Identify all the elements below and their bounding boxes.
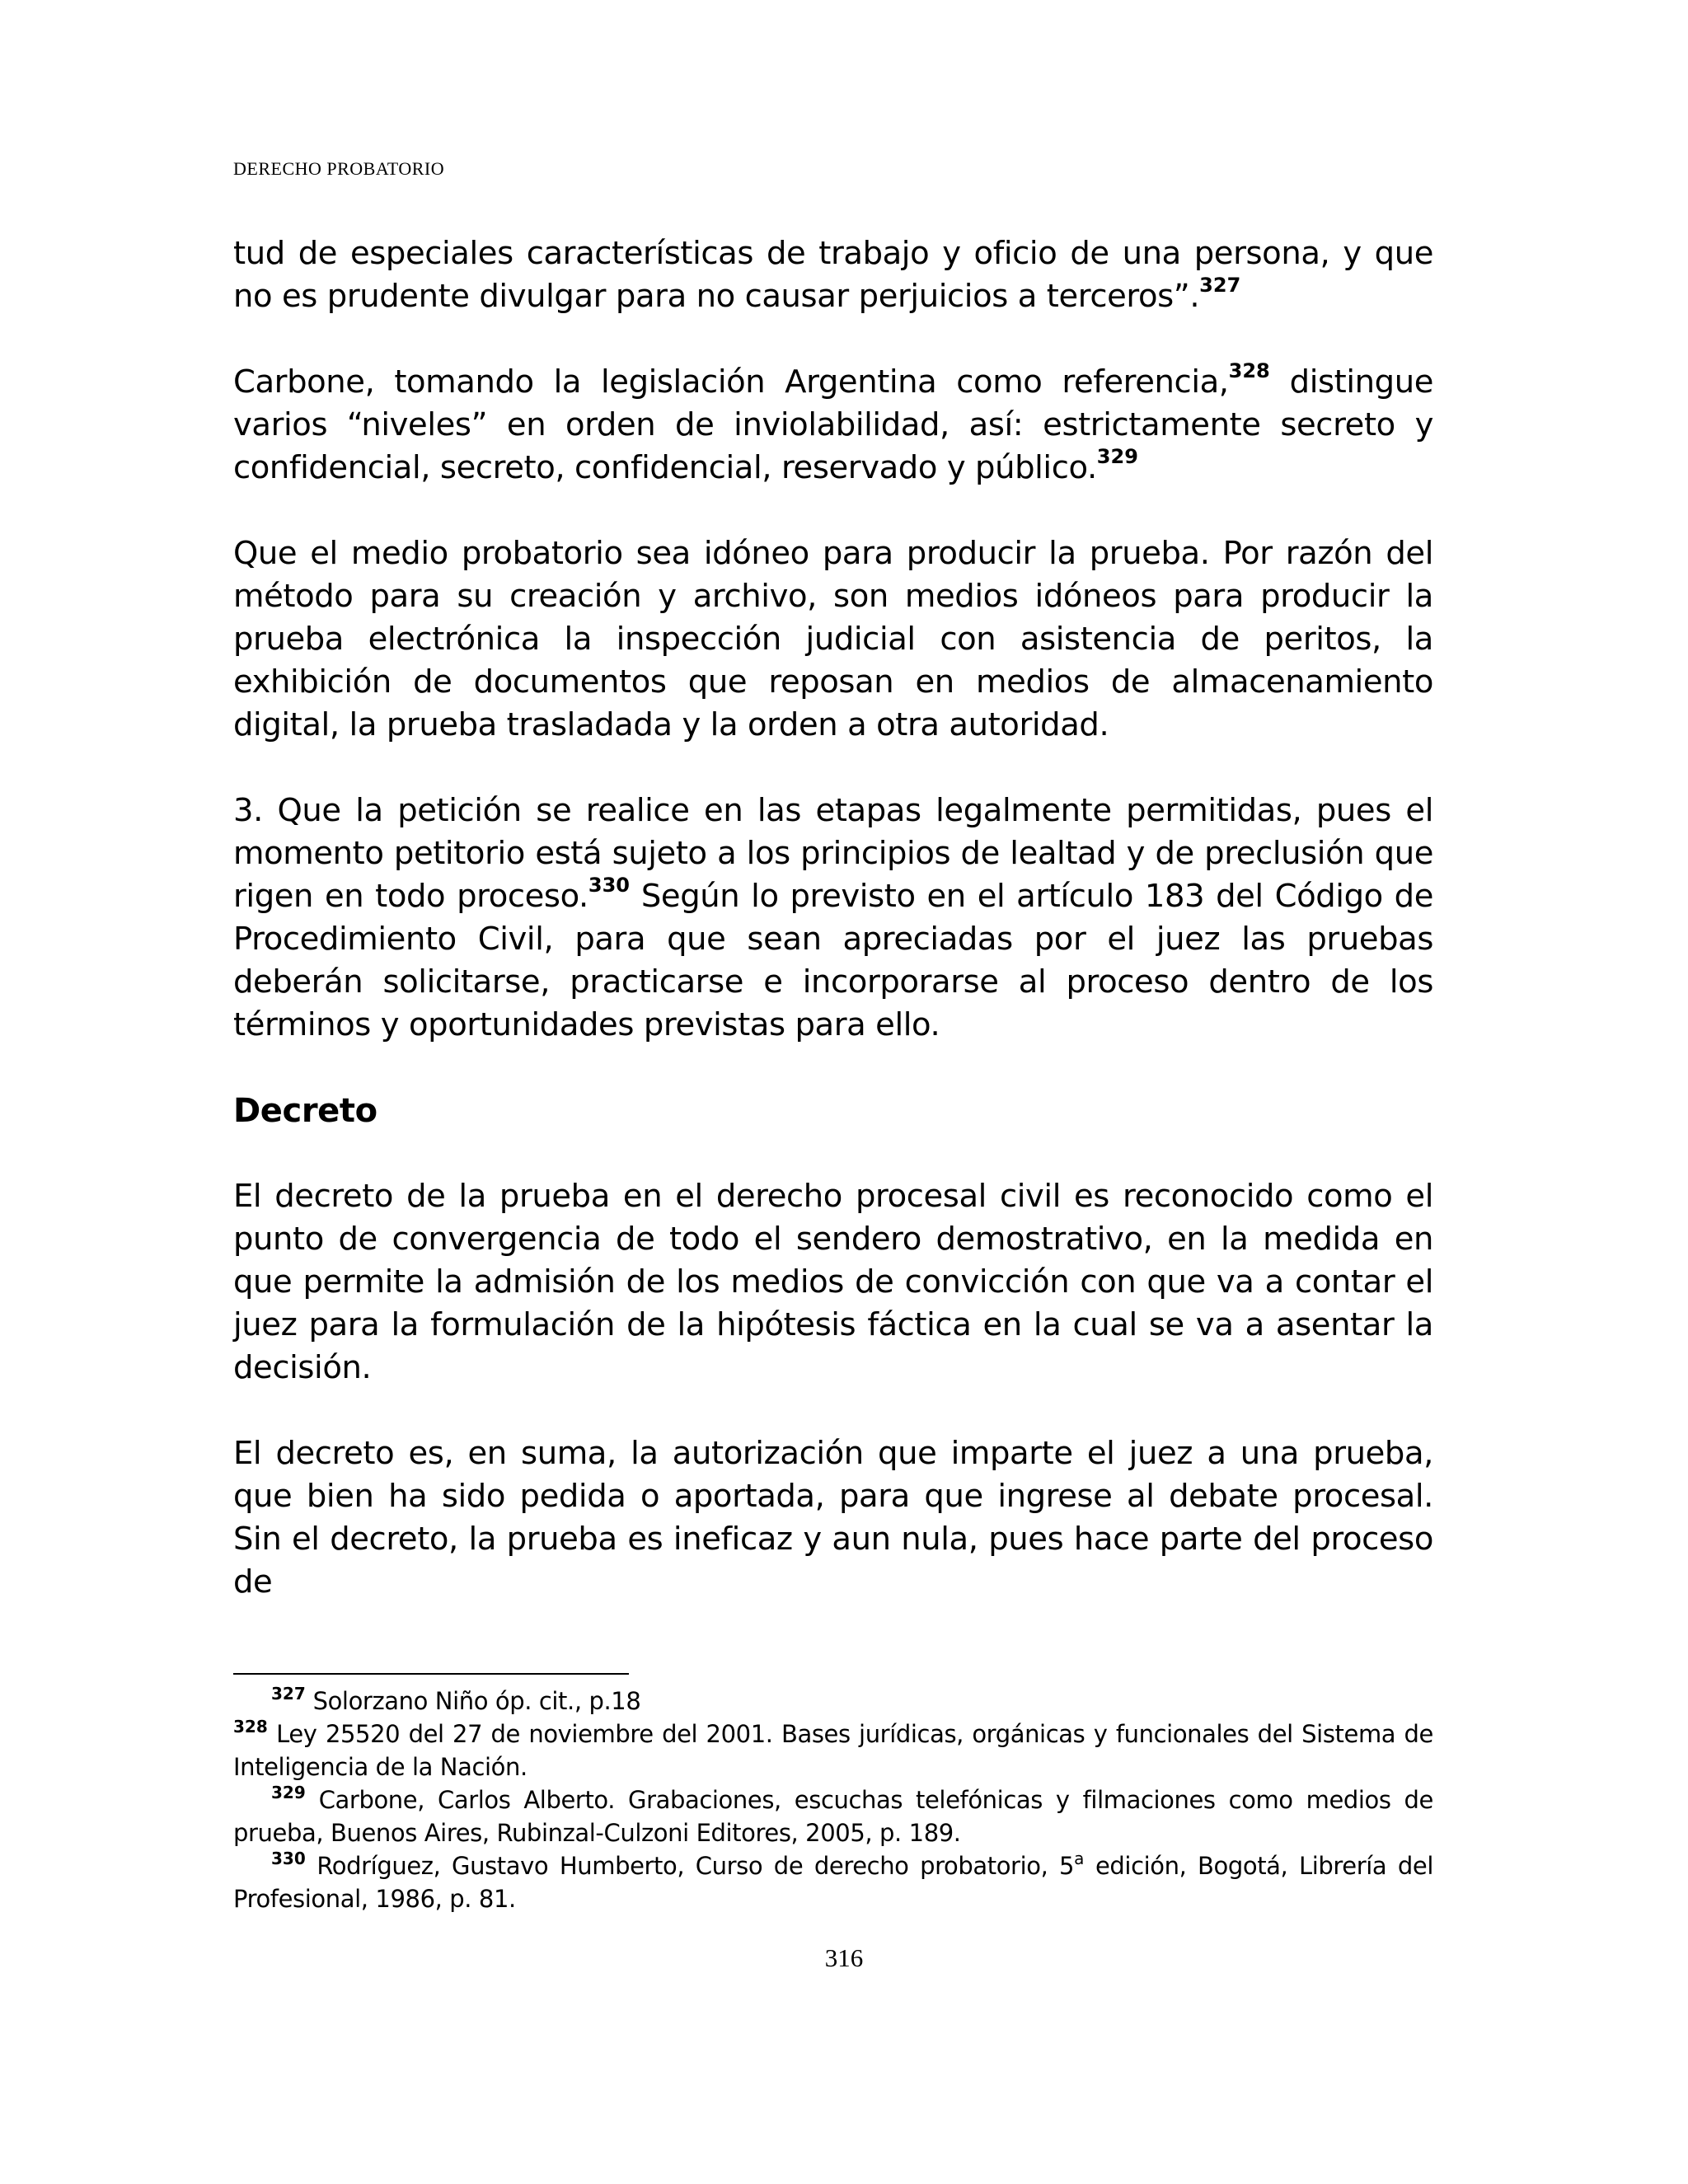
paragraph-4-text-b: Según lo previsto en el artículo 183 del Código de Procedimiento Civil, para que sean apreciadas por el juez las pruebas deberán solicitarse, practicarse e incorporarse al proceso dentro de los términos y oportunidades previstas para ello.: [233, 878, 1433, 1043]
footnote-ref-330[interactable]: 330: [588, 874, 630, 897]
section-heading-decreto: Decreto: [233, 1092, 377, 1130]
paragraph-4: [233, 790, 1433, 1047]
footnote-text: Ley 25520 del 27 de noviembre del 2001. Bases jurídicas, orgánicas y funcionales del Sistema de Inteligencia de la Nación.: [233, 1720, 1433, 1781]
paragraph-3: Que el medio probatorio sea idóneo para producir la prueba. Por razón del método para su creación y archivo, son medios idóneos para producir la prueba electrónica la inspección judicial con asistencia de peritos, la exhibición de documentos que reposan en medios de almacenamiento digital, la prueba trasladada y la orden a otra autoridad.: [233, 535, 1433, 743]
footnote-text: Carbone, Carlos Alberto. Grabaciones, escuchas telefónicas y filmaciones como medios de prueba, Buenos Aires, Rubinzal-Culzoni Editores, 2005, p. 189.: [233, 1786, 1433, 1847]
paragraph-4-text-a: 3. Que la petición se realice en las etapas legalmente permitidas, pues el momento petitorio está sujeto a los principios de lealtad y de preclusión que rigen en todo proceso.: [233, 792, 1433, 915]
footnote-ref-329[interactable]: 329: [1096, 445, 1138, 468]
footnote-separator: [233, 1673, 629, 1675]
footnote-329: [233, 1783, 1433, 1849]
page-number: 316: [824, 1943, 864, 1972]
footnote-327: [233, 1685, 1433, 1718]
footnote-text-b: edición, Bogotá, Librería del Profesional, 1986, p. 81.: [233, 1852, 1433, 1913]
paragraph-6: El decreto es, en suma, la autorización que imparte el juez a una prueba, que bien ha sido pedida o aportada, para que ingrese al debate procesal. Sin el decreto, la prueba es ineficaz y aun nula, pues hace parte del proceso de: [233, 1435, 1433, 1601]
paragraph-2-text-a: Carbone, tomando la legislación Argentina como referencia,: [233, 363, 1229, 401]
footnote-number: 327: [271, 1684, 306, 1704]
footnote-ref-327[interactable]: 327: [1199, 274, 1241, 297]
footnote-number: 329: [271, 1783, 306, 1802]
paragraph-2: [233, 361, 1433, 490]
running-header: DERECHO PROBATORIO: [233, 158, 445, 179]
footnote-number: 328: [233, 1717, 268, 1736]
paragraph-2-text-b: distingue varios “niveles” en orden de inviolabilidad, así: estrictamente secreto y confidencial, secreto, confidencial, reservado y público.: [233, 363, 1433, 486]
footnote-text-a: Rodríguez, Gustavo Humberto, Curso de derecho probatorio, 5: [305, 1852, 1075, 1880]
footnote-text: Solorzano Niño óp. cit., p.18: [305, 1687, 641, 1715]
footnote-ref-328[interactable]: 328: [1228, 359, 1270, 382]
footnotes: [233, 1685, 1433, 1915]
paragraph-1: [233, 232, 1433, 318]
body-text: [233, 232, 1433, 1604]
footnote-number: 330: [271, 1849, 306, 1868]
footnote-328: [233, 1718, 1433, 1783]
footnote-330: [233, 1849, 1433, 1915]
paragraph-5: El decreto de la prueba en el derecho procesal civil es reconocido como el punto de convergencia de todo el sendero demostrativo, en la medida en que permite la admisión de los medios de convicción con que va a contar el juez para la formulación de la hipótesis fáctica en la cual se va a asentar la decisión.: [233, 1178, 1433, 1386]
ordinal-superscript: a: [1074, 1849, 1085, 1868]
paragraph-1-text: tud de especiales características de trabajo y oficio de una persona, y que no es prudente divulgar para no causar perjuicios a terceros”.: [233, 235, 1433, 315]
